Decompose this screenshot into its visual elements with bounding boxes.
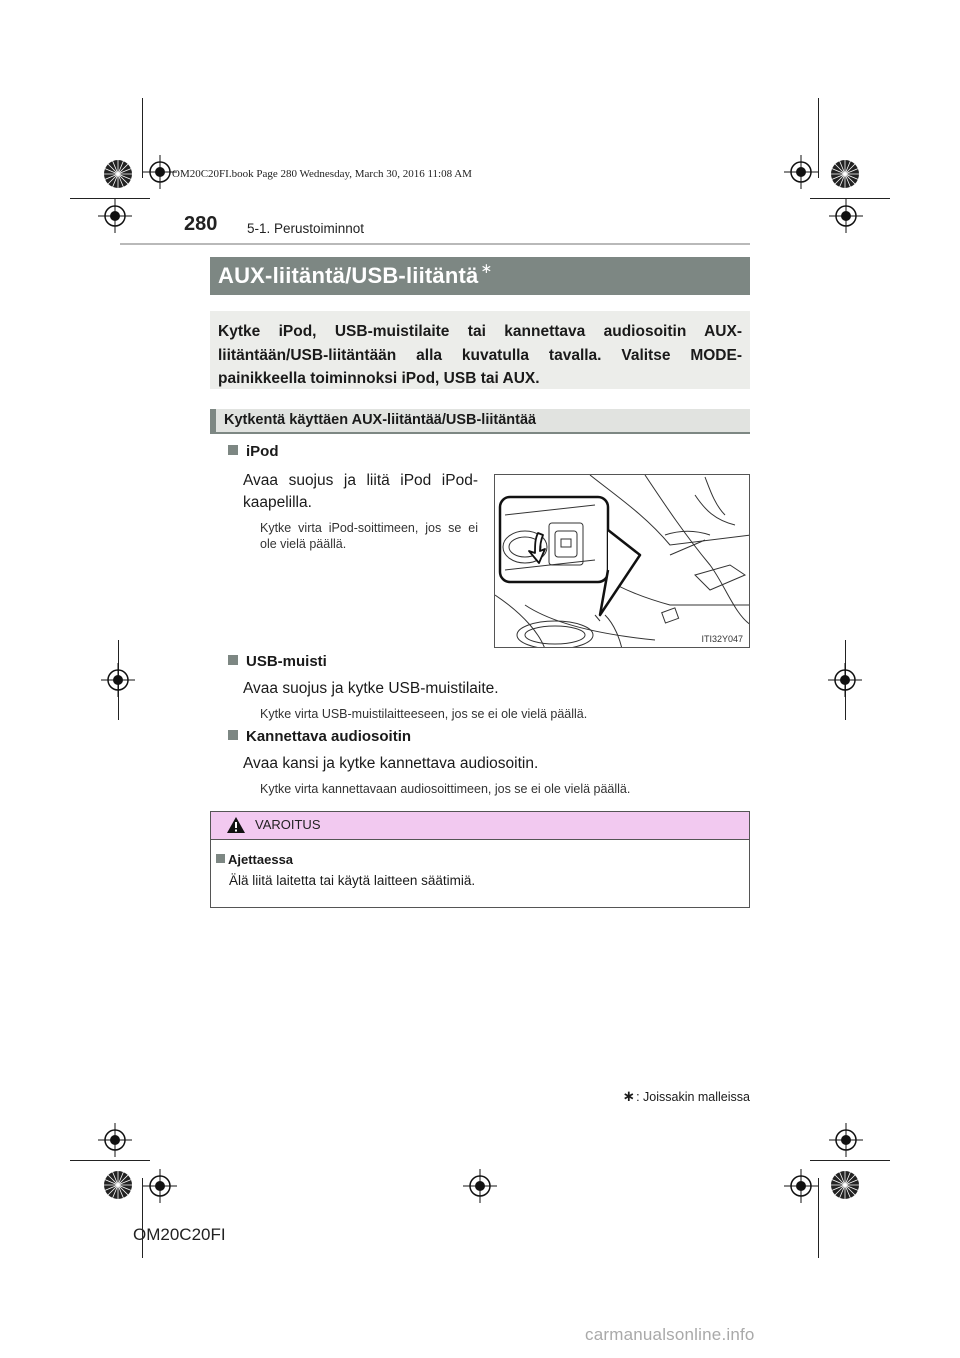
crop-line — [818, 98, 819, 178]
footnote-marker: ∗ — [622, 1088, 636, 1105]
page-number: 280 — [184, 213, 218, 235]
registration-mark — [784, 1169, 818, 1203]
item-heading: Kannettava audiosoitin — [246, 728, 412, 745]
crop-line — [810, 1160, 890, 1161]
print-rosette — [103, 159, 133, 189]
watermark: carmanualsonline.info — [585, 1325, 755, 1344]
section-title-bar — [210, 257, 750, 295]
crop-line — [818, 1178, 819, 1258]
registration-mark — [828, 663, 862, 697]
subsection-title: Kytkentä käyttäen AUX-liitäntää/USB-liitäntää — [224, 412, 537, 428]
bullet-square-icon — [216, 854, 225, 863]
item-note: Kytke virta kannettavaan audiosoittimeen, jos se ei ole vielä päällä. — [260, 782, 631, 796]
book-info: OM20C20FI.book Page 280 Wednesday, March 30, 2016 11:08 AM — [172, 168, 472, 180]
registration-mark — [784, 155, 818, 189]
print-rosette — [103, 1170, 133, 1200]
item-note: Kytke virta USB-muistilaitteeseen, jos se ei ole vielä päällä. — [260, 707, 588, 721]
item-body: Avaa kansi ja kytke kannettava audiosoitin. — [243, 755, 539, 772]
registration-mark — [829, 1123, 863, 1157]
warning-triangle-icon — [226, 816, 246, 834]
registration-mark — [98, 199, 132, 233]
footnote-text: : Joissakin malleissa — [636, 1090, 750, 1104]
print-rosette — [830, 1170, 860, 1200]
registration-mark — [101, 663, 135, 697]
crop-line — [70, 1160, 150, 1161]
header-divider — [120, 243, 750, 245]
bullet-square-icon — [228, 655, 238, 665]
optional-marker: ∗ — [480, 260, 493, 276]
subsection-bar — [210, 409, 750, 434]
model-code: OM20C20FI — [133, 1225, 226, 1244]
registration-mark — [463, 1169, 497, 1203]
figure-code: ITI32Y047 — [701, 634, 743, 644]
item-body: Avaa suojus ja kytke USB-muistilaite. — [243, 680, 499, 697]
warning-subheading: Ajettaessa — [228, 852, 294, 867]
connector-illustration — [494, 474, 750, 648]
warning-subheading-row — [216, 852, 293, 867]
registration-mark — [98, 1123, 132, 1157]
section-header: 5-1. Perustoiminnot — [247, 221, 365, 236]
intro-text: Kytke iPod, USB-muistilaite tai kannettava audiosoitin AUX-liitäntään/USB-liitäntään alla kuvatulla tavalla. Valitse MODE-painikkeella toiminnoksi iPod, USB tai AUX. — [218, 323, 742, 387]
console-drawing — [495, 475, 750, 648]
item-portable-heading-row — [228, 728, 411, 746]
intro-box — [210, 311, 750, 389]
warning-text: Älä liitä laitetta tai käytä laitteen säätimiä. — [229, 873, 476, 888]
section-title: AUX-liitäntä/USB-liitäntä — [218, 263, 479, 288]
bullet-square-icon — [228, 730, 238, 740]
print-rosette — [830, 159, 860, 189]
item-usb-heading-row — [228, 653, 327, 671]
item-body: Avaa suojus ja liitä iPod iPod-kaapelilla. — [243, 472, 478, 511]
bullet-square-icon — [228, 445, 238, 455]
warning-header — [211, 812, 749, 840]
item-heading: iPod — [246, 443, 279, 460]
registration-mark — [829, 199, 863, 233]
warning-title: VAROITUS — [255, 817, 321, 832]
item-ipod-heading-row — [228, 443, 279, 461]
item-heading: USB-muisti — [246, 653, 327, 670]
footnote — [622, 1087, 750, 1105]
registration-mark — [143, 1169, 177, 1203]
item-note: Kytke virta iPod-soittimeen, jos se ei ole vielä päällä. — [260, 521, 478, 551]
warning-box — [210, 811, 750, 908]
